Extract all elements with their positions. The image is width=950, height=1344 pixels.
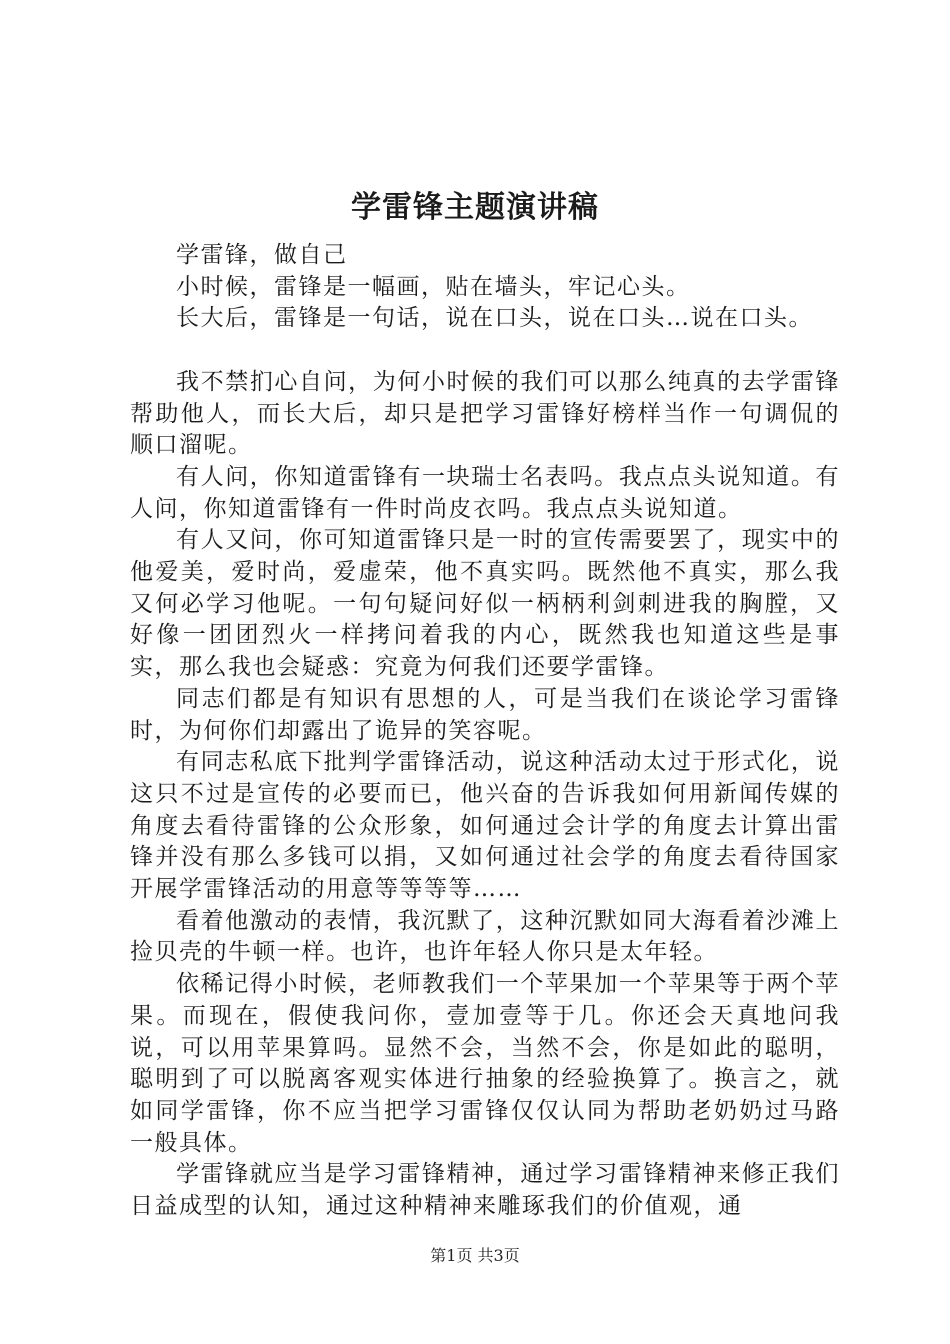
paragraph: 长大后，雷锋是一句话，说在口头，说在口头…说在口头。 [176, 305, 813, 332]
document-body [130, 240, 840, 1223]
paragraph: 我不禁扪心自问，为何小时候的我们可以那么纯真的去学雷锋帮助他人，而长大后，却只是把学习雷锋好榜样当作一句调侃的顺口溜呢。 [130, 368, 840, 459]
paragraph: 同志们都是有知识有思想的人，可是当我们在谈论学习雷锋时，为何你们却露出了诡异的笑容呢。 [130, 685, 840, 744]
document-title: 学雷锋主题演讲稿 [351, 190, 599, 225]
paragraph: 小时候，雷锋是一幅画，贴在墙头，牢记心头。 [176, 273, 691, 300]
page-number-footer: 第1页 共3页 [430, 1246, 520, 1265]
paragraph: 有同志私底下批判学雷锋活动，说这种活动太过于形式化，说这只不过是宣传的必要而已，他兴奋的告诉我如何用新闻传媒的角度去看待雷锋的公众形象，如何通过会计学的角度去计算出雷锋并没有那么多钱可以捐，又如何通过社会学的角度去看待国家开展学雷锋活动的用意等等等等…… [130, 749, 840, 903]
paragraph: 学雷锋就应当是学习雷锋精神，通过学习雷锋精神来修正我们日益成型的认知，通过这种精神来雕琢我们的价值观，通 [130, 1161, 840, 1220]
paragraph: 有人又问，你可知道雷锋只是一时的宣传需要罢了，现实中的他爱美，爱时尚，爱虚荣，他不真实吗。既然他不真实，那么我又何必学习他呢。一句句疑问好似一柄柄利剑刺进我的胸膛，又好像一团团烈火一样拷问着我的内心，既然我也知道这些是事实，那么我也会疑惑：究竟为何我们还要学雷锋。 [130, 527, 840, 681]
paragraph: 有人问，你知道雷锋有一块瑞士名表吗。我点点头说知道。有人问，你知道雷锋有一件时尚皮衣吗。我点点头说知道。 [130, 463, 840, 522]
paragraph: 学雷锋，做自己 [176, 242, 348, 268]
blank-line [130, 335, 840, 367]
paragraph: 依稀记得小时候，老师教我们一个苹果加一个苹果等于两个苹果。而现在，假使我问你，壹加壹等于几。你还会天真地问我说，可以用苹果算吗。显然不会，当然不会，你是如此的聪明，聪明到了可以脱离客观实体进行抽象的经验换算了。换言之，就如同学雷锋，你不应当把学习雷锋仅仅认同为帮助老奶奶过马路一般具体。 [130, 971, 840, 1156]
paragraph: 看着他激动的表情，我沉默了，这种沉默如同大海看着沙滩上捡贝壳的牛顿一样。也许，也许年轻人你只是太年轻。 [130, 907, 840, 966]
